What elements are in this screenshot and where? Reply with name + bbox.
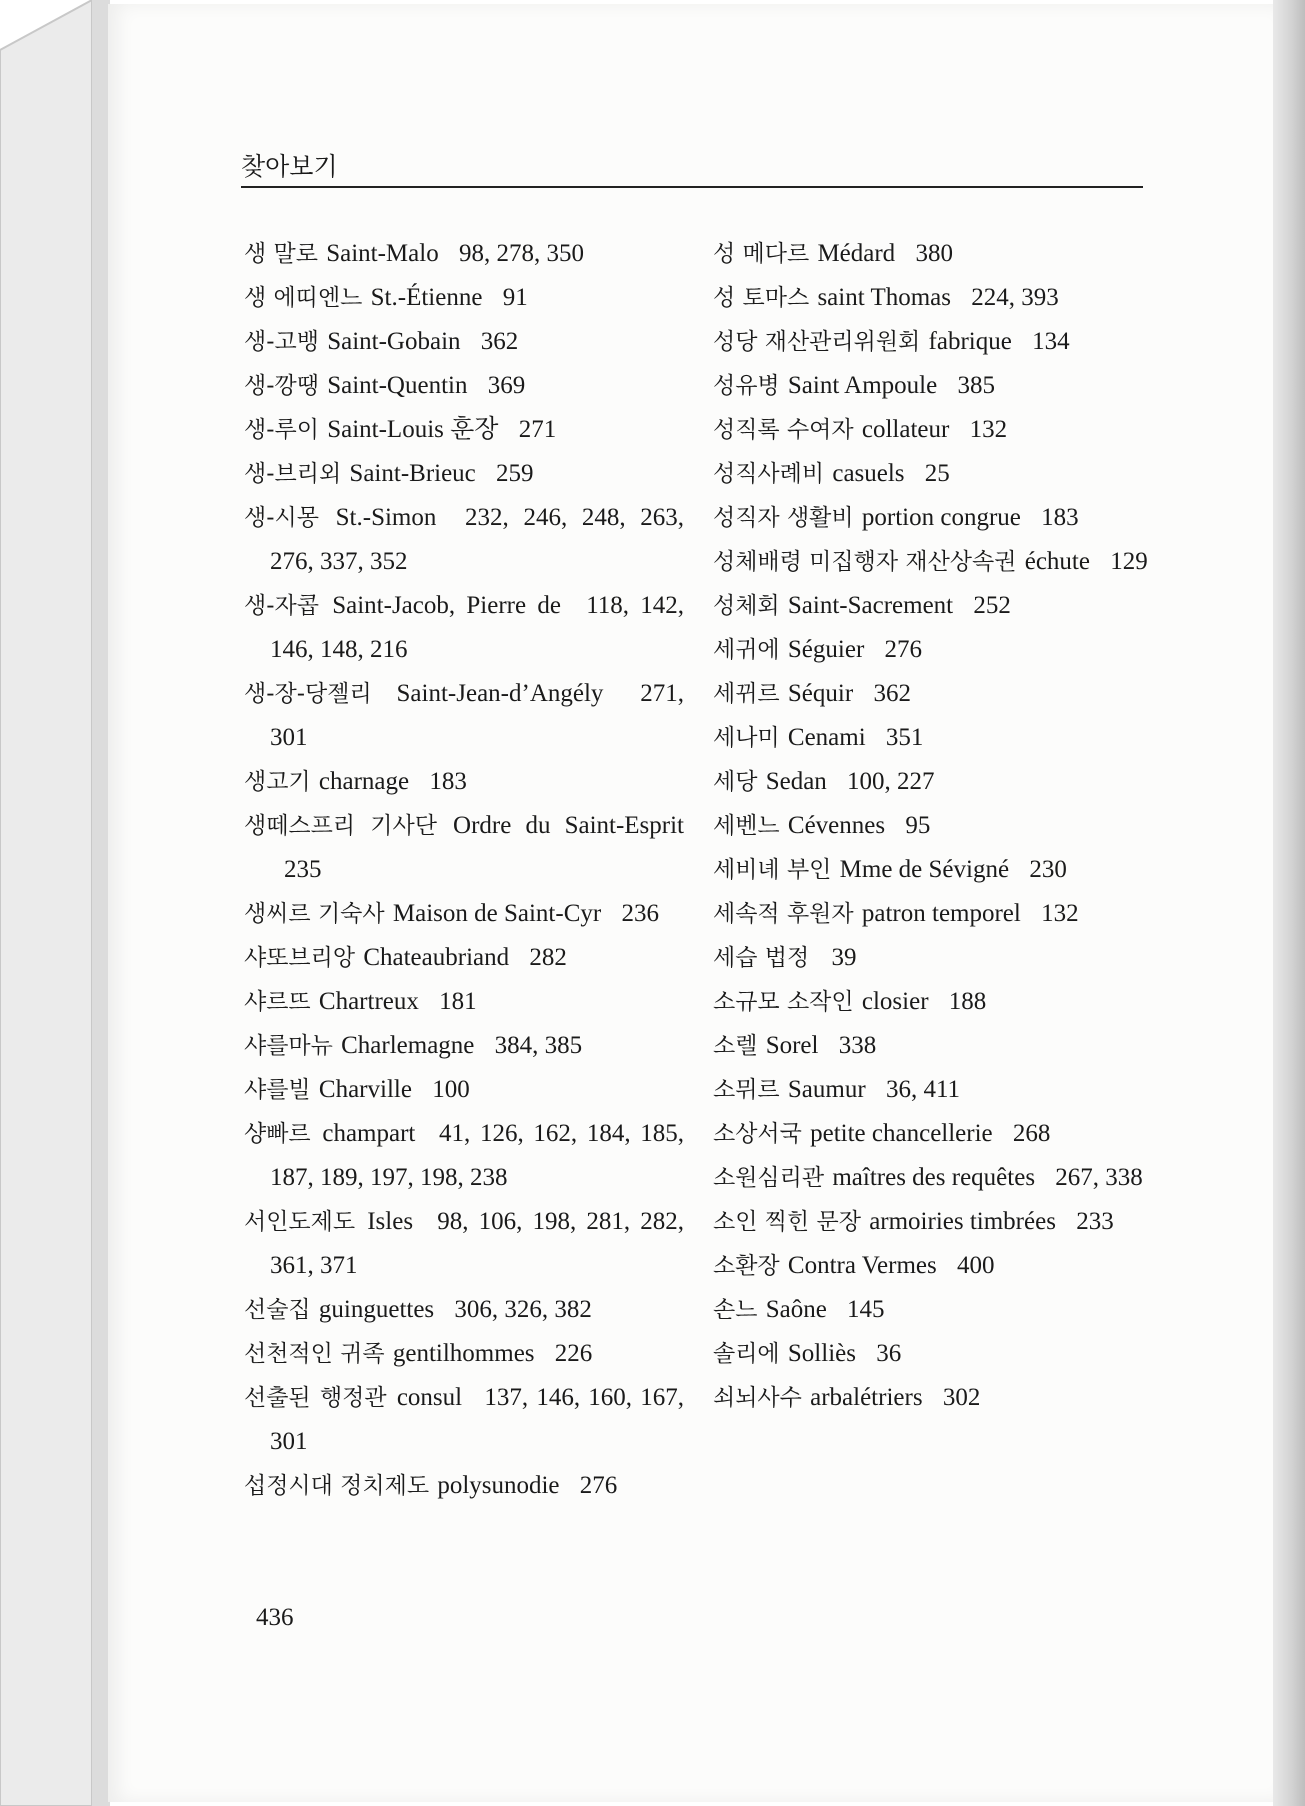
index-term-original: St.-Étienne xyxy=(370,284,483,311)
index-term-original: Saône xyxy=(765,1296,827,1323)
page-right-edge xyxy=(1273,0,1305,1806)
index-page-refs: 129 xyxy=(1110,548,1148,575)
index-term-original: Saint-Sacrement xyxy=(787,592,954,619)
index-page-refs: 338 xyxy=(838,1032,877,1059)
index-term-korean: 소상서국 xyxy=(713,1121,802,1147)
index-term-korean: 세비녜 부인 xyxy=(713,857,832,883)
index-entry xyxy=(244,364,684,408)
index-term-original: collateur xyxy=(861,416,950,443)
index-entry xyxy=(244,276,684,320)
index-term-original: Saint-Malo xyxy=(326,240,439,267)
index-term-korean: 생-루이 xyxy=(244,417,319,443)
index-entry xyxy=(713,1068,1153,1112)
index-term-korean: 세습 법정 xyxy=(713,945,810,971)
index-term-original: Maison de Saint-Cyr xyxy=(392,900,602,927)
index-page-refs: 183 xyxy=(429,768,467,795)
index-term-original: petite chancellerie xyxy=(810,1120,993,1147)
index-entry xyxy=(713,804,1153,848)
index-entry xyxy=(713,1112,1153,1156)
index-entry xyxy=(713,760,1153,804)
index-term-korean: 소규모 소작인 xyxy=(713,989,854,1015)
index-entry xyxy=(713,584,1153,628)
index-term-korean: 성 메다르 xyxy=(713,241,810,267)
index-page-refs: 91 xyxy=(502,284,528,311)
index-term-korean: 생-시몽 xyxy=(244,505,319,531)
index-term-korean: 성직사례비 xyxy=(713,461,825,487)
index-entry xyxy=(713,892,1153,936)
index-term-korean: 세당 xyxy=(713,769,758,795)
index-term-korean: 소뮈르 xyxy=(713,1077,780,1103)
index-entry xyxy=(244,760,684,804)
index-page-refs: 36, 411 xyxy=(885,1076,961,1103)
index-page-refs: 100 xyxy=(432,1076,470,1103)
index-term-original: champart xyxy=(322,1120,416,1147)
index-term-korean: 성직자 생활비 xyxy=(713,505,854,531)
index-term-korean: 세뀌르 xyxy=(713,681,780,707)
index-entry xyxy=(244,892,684,936)
index-term-original: Saint-Gobain xyxy=(327,328,461,355)
index-entry xyxy=(244,1288,684,1332)
index-term-original: casuels xyxy=(832,460,905,487)
index-term-original: Chateaubriand xyxy=(363,944,510,971)
index-entry xyxy=(244,1068,684,1112)
index-page-refs: 385 xyxy=(957,372,995,399)
index-term-korean: 선천적인 귀족 xyxy=(244,1341,385,1367)
index-page-refs: 235 xyxy=(284,856,322,883)
index-page-refs: 271 xyxy=(518,416,557,443)
index-page-refs: 271, 301 xyxy=(270,680,684,751)
index-term-original: arbalétriers xyxy=(810,1384,923,1411)
index-page-refs: 369 xyxy=(487,372,526,399)
index-term-korean: 섭정시대 정치제도 xyxy=(244,1473,430,1499)
index-term-original: guinguettes xyxy=(318,1296,435,1323)
index-page-refs: 188 xyxy=(948,988,987,1015)
index-term-original: polysunodie xyxy=(437,1472,560,1499)
index-term-korean: 세귀에 xyxy=(713,637,780,663)
index-page-refs: 230 xyxy=(1029,856,1067,883)
index-term-original: Saint-Jean-d’Angély xyxy=(396,680,604,707)
index-term-korean: 성당 재산관리위원회 xyxy=(713,329,921,355)
index-entry xyxy=(713,936,1153,980)
index-term-korean: 샤또브리앙 xyxy=(244,945,356,971)
index-term-original: Sedan xyxy=(765,768,827,795)
index-entry xyxy=(244,1464,684,1508)
index-term-original: consul xyxy=(396,1384,463,1411)
index-term-original: Cenami xyxy=(787,724,866,751)
index-page-refs: 118, 142, 146, 148, 216 xyxy=(270,592,685,663)
index-term-original: Séquir xyxy=(787,680,854,707)
index-entry xyxy=(713,452,1153,496)
index-term-original: Sorel xyxy=(765,1032,819,1059)
index-term-original: saint Thomas xyxy=(817,284,951,311)
index-page-refs: 39 xyxy=(831,944,857,971)
index-column-right xyxy=(713,232,1153,1420)
index-page-refs: 145 xyxy=(847,1296,885,1323)
index-term-korean: 생떼스프리 기사단 xyxy=(244,813,437,839)
index-page-refs: 306, 326, 382 xyxy=(454,1296,592,1323)
index-term-korean: 샤를빌 xyxy=(244,1077,311,1103)
index-term-original: Charville xyxy=(318,1076,412,1103)
index-entry xyxy=(713,848,1153,892)
index-entry xyxy=(244,1376,684,1464)
index-entry xyxy=(713,1244,1153,1288)
index-entry xyxy=(244,672,684,760)
index-page-refs: 226 xyxy=(554,1340,593,1367)
index-page-refs: 224, 393 xyxy=(971,284,1059,311)
index-page-refs: 276 xyxy=(884,636,923,663)
index-term-original: Saumur xyxy=(787,1076,866,1103)
index-page-refs: 232, 246, 248, 263, 276, 337, 352 xyxy=(270,504,685,575)
index-term-original: armoiries timbrées xyxy=(869,1208,1056,1235)
index-entry xyxy=(244,936,684,980)
running-head: 찾아보기 xyxy=(241,150,1143,188)
index-entry xyxy=(713,364,1153,408)
index-page-refs: 134 xyxy=(1032,328,1070,355)
index-term-original: Saint-Louis 훈장 xyxy=(327,416,499,443)
index-page-refs: 183 xyxy=(1041,504,1079,531)
index-term-original: closier xyxy=(861,988,929,1015)
index-term-korean: 손느 xyxy=(713,1297,758,1323)
index-page-refs: 267, 338 xyxy=(1055,1164,1143,1191)
index-entry xyxy=(713,408,1153,452)
index-term-korean: 소렐 xyxy=(713,1033,758,1059)
index-term-original: Contra Vermes xyxy=(787,1252,937,1279)
index-page-refs: 132 xyxy=(969,416,1008,443)
index-page-refs: 98, 278, 350 xyxy=(458,240,584,267)
index-term-korean: 솔리에 xyxy=(713,1341,780,1367)
index-page-refs: 252 xyxy=(973,592,1011,619)
index-term-original: Mme de Sévigné xyxy=(839,856,1010,883)
index-term-original: fabrique xyxy=(928,328,1012,355)
index-entry xyxy=(713,980,1153,1024)
index-term-korean: 성 토마스 xyxy=(713,285,810,311)
index-term-korean: 소환장 xyxy=(713,1253,780,1279)
index-page-refs: 384, 385 xyxy=(494,1032,583,1059)
index-page-refs: 36 xyxy=(876,1340,902,1367)
index-term-original: Saint-Jacob, Pierre de xyxy=(332,592,561,619)
index-entry xyxy=(713,276,1153,320)
index-term-korean: 생고기 xyxy=(244,769,311,795)
index-term-original: St.-Simon xyxy=(335,504,437,531)
index-term-korean: 성체회 xyxy=(713,593,780,619)
index-term-korean: 선술집 xyxy=(244,1297,311,1323)
index-entry xyxy=(244,1332,684,1376)
index-term-korean: 생-자콥 xyxy=(244,593,319,619)
index-term-original: charnage xyxy=(318,768,410,795)
index-page-refs: 400 xyxy=(956,1252,995,1279)
index-term-korean: 선출된 행정관 xyxy=(244,1385,387,1411)
index-term-korean: 성유병 xyxy=(713,373,780,399)
index-term-original: Médard xyxy=(817,240,896,267)
index-term-korean: 쇠뇌사수 xyxy=(713,1385,802,1411)
index-term-korean: 생 말로 xyxy=(244,241,318,267)
index-term-korean: 서인도제도 xyxy=(244,1209,356,1235)
index-term-korean: 세나미 xyxy=(713,725,780,751)
index-entry xyxy=(244,584,684,672)
index-page-refs: 282 xyxy=(529,944,567,971)
index-page-refs: 302 xyxy=(942,1384,981,1411)
index-page-refs: 268 xyxy=(1012,1120,1051,1147)
index-term-original: Saint Ampoule xyxy=(787,372,938,399)
index-entry xyxy=(713,1376,1153,1420)
index-column-left xyxy=(244,232,684,1508)
index-term-original: Saint-Quentin xyxy=(327,372,468,399)
index-page-refs: 276 xyxy=(579,1472,618,1499)
index-entry xyxy=(244,1024,684,1068)
index-term-original: Cévennes xyxy=(787,812,886,839)
book-spine-edge xyxy=(0,0,110,1806)
index-entry xyxy=(244,232,684,276)
index-term-korean: 생-깡땡 xyxy=(244,373,319,399)
index-term-korean: 샤를마뉴 xyxy=(244,1033,333,1059)
index-page-refs: 132 xyxy=(1041,900,1079,927)
index-entry xyxy=(244,452,684,496)
index-term-original: Charlemagne xyxy=(341,1032,475,1059)
index-page-refs: 100, 227 xyxy=(847,768,935,795)
index-term-korean: 성체배령 미집행자 재산상속권 xyxy=(713,549,1017,575)
index-page-refs: 181 xyxy=(439,988,477,1015)
index-entry xyxy=(244,804,684,892)
index-entry xyxy=(713,232,1153,276)
index-entry xyxy=(713,1288,1153,1332)
index-entry xyxy=(244,320,684,364)
index-page-refs: 137, 146, 160, 167, 301 xyxy=(270,1384,685,1455)
index-entry xyxy=(244,1200,684,1288)
index-page-refs: 98, 106, 198, 281, 282, 361, 371 xyxy=(270,1208,685,1279)
index-page-refs: 25 xyxy=(924,460,950,487)
index-term-korean: 세속적 후원자 xyxy=(713,901,854,927)
index-page-refs: 95 xyxy=(905,812,931,839)
index-term-korean: 소인 찍힌 문장 xyxy=(713,1209,861,1235)
index-entry xyxy=(713,540,1153,584)
index-page-refs: 41, 126, 162, 184, 185, 187, 189, 197, 198, 238 xyxy=(270,1120,685,1191)
index-entry xyxy=(713,1156,1153,1200)
index-entry xyxy=(713,1200,1153,1244)
index-term-original: Séguier xyxy=(787,636,865,663)
index-entry xyxy=(713,672,1153,716)
index-term-korean: 성직록 수여자 xyxy=(713,417,854,443)
index-term-korean: 소원심리관 xyxy=(713,1165,825,1191)
index-entry xyxy=(244,980,684,1024)
index-page-refs: 362 xyxy=(480,328,519,355)
index-page-refs: 236 xyxy=(621,900,659,927)
index-term-korean: 샹빠르 xyxy=(244,1121,311,1147)
index-page-refs: 233 xyxy=(1076,1208,1114,1235)
index-term-original: échute xyxy=(1024,548,1090,575)
index-term-korean: 생 에띠엔느 xyxy=(244,285,363,311)
index-term-korean: 생-브리외 xyxy=(244,461,342,487)
index-term-original: Solliès xyxy=(787,1340,856,1367)
index-term-korean: 샤르뜨 xyxy=(244,989,311,1015)
index-term-original: Saint-Brieuc xyxy=(349,460,476,487)
index-entry xyxy=(713,716,1153,760)
index-page-refs: 351 xyxy=(885,724,924,751)
index-term-korean: 생씨르 기숙사 xyxy=(244,901,385,927)
index-entry xyxy=(713,1332,1153,1376)
index-term-original: gentilhommes xyxy=(392,1340,535,1367)
index-page-refs: 380 xyxy=(915,240,953,267)
index-term-original: Chartreux xyxy=(318,988,419,1015)
index-term-korean: 생-장-당젤리 xyxy=(244,681,372,707)
index-page-refs: 259 xyxy=(496,460,534,487)
page-number: 436 xyxy=(256,1604,294,1631)
index-term-korean: 생-고뱅 xyxy=(244,329,319,355)
index-term-original: Isles xyxy=(367,1208,414,1235)
index-term-original: Ordre du Saint-Esprit xyxy=(453,812,685,839)
index-term-original: portion congrue xyxy=(861,504,1021,531)
index-entry xyxy=(713,496,1153,540)
index-entry xyxy=(244,408,684,452)
index-term-original: maîtres des requêtes xyxy=(832,1164,1036,1191)
index-page-refs: 362 xyxy=(873,680,911,707)
index-entry xyxy=(713,1024,1153,1068)
index-entry xyxy=(244,1112,684,1200)
index-term-original: patron temporel xyxy=(861,900,1021,927)
index-entry xyxy=(244,496,684,584)
index-entry xyxy=(713,628,1153,672)
index-term-korean: 세벤느 xyxy=(713,813,780,839)
index-entry xyxy=(713,320,1153,364)
